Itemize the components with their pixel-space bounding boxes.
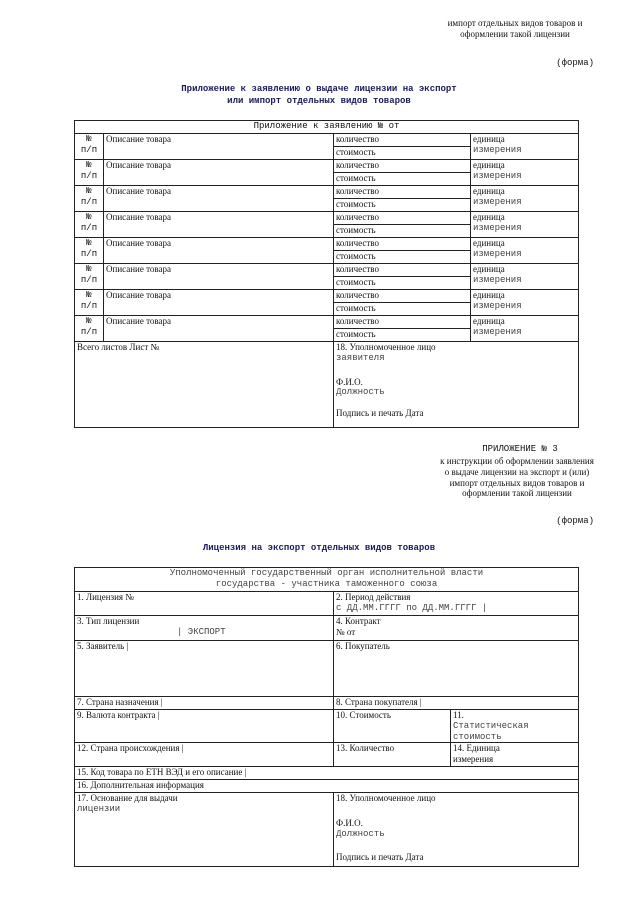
appendix-title-line1: Приложение к заявлению о выдаче лицензии на экспорт <box>181 84 457 94</box>
applicant-cell: 5. Заявитель | <box>75 641 334 697</box>
row-number-label: № <box>86 134 92 144</box>
row-number-label-2: п/п <box>80 248 98 259</box>
cost-cell: стоимость <box>334 173 471 186</box>
row-number-cell <box>75 160 104 186</box>
quantity-cell: количество <box>334 290 471 303</box>
signature-label: Подпись и печать Дата <box>336 851 424 862</box>
unit-cell <box>471 134 579 160</box>
form-label-2: (форма) <box>556 516 594 526</box>
authorized-person-label-2: заявителя <box>336 352 385 363</box>
unit-label-2: измерения <box>453 754 494 765</box>
header-line: импорт отдельных видов товаров и <box>447 18 583 28</box>
row-number-cell <box>75 238 104 264</box>
quantity-cell: количество <box>334 238 471 251</box>
sheets-count-cell: Всего листов Лист № <box>75 342 334 428</box>
header-line: оформлении такой лицензии <box>460 28 570 39</box>
unit-label-2: измерения <box>473 326 522 337</box>
authorized-person-label: 18. Уполномоченное лицо <box>336 793 436 804</box>
row-number-label: № <box>86 160 92 170</box>
position-label: Должность <box>336 387 385 398</box>
row-number-label-2: п/п <box>80 144 98 155</box>
row-number-label: № <box>86 238 92 248</box>
row-number-label-2: п/п <box>80 300 98 311</box>
header-line: импорт отдельных видов товаров и <box>449 477 585 488</box>
cost-cell: стоимость <box>334 225 471 238</box>
contract-currency-cell: 9. Валюта контракта | <box>75 710 334 743</box>
unit-cell <box>471 186 579 212</box>
row-number-label-2: п/п <box>80 196 98 207</box>
row-number-cell <box>75 316 104 342</box>
quantity-cell: количество <box>334 316 471 329</box>
unit-label: единица <box>473 186 505 196</box>
item-row <box>75 264 579 277</box>
unit-label: единица <box>473 316 505 326</box>
unit-label: единица <box>473 134 505 144</box>
appendix-table <box>74 120 579 428</box>
unit-cell <box>471 264 579 290</box>
authorized-person-label: 18. Уполномоченное лицо <box>336 342 436 352</box>
row-number-label-2: п/п <box>80 222 98 233</box>
description-cell: Описание товара <box>104 160 334 186</box>
row-number-cell <box>75 290 104 316</box>
quantity-cell: 13. Количество <box>334 743 451 767</box>
unit-cell <box>471 238 579 264</box>
appendix-title-line2: или импорт отдельных видов товаров <box>227 96 411 106</box>
description-cell: Описание товара <box>104 134 334 160</box>
authority-line: государства - участника таможенного союза <box>215 578 438 589</box>
origin-country-cell: 12. Страна происхождения | <box>75 743 334 767</box>
unit-label: единица <box>473 264 505 274</box>
quantity-cell: количество <box>334 160 471 173</box>
cost-cell: 10. Стоимость <box>334 710 451 743</box>
commodity-code-cell: 15. Код товара по ЕТН ВЭД и его описание | <box>75 767 579 780</box>
row-number-label: № <box>86 186 92 196</box>
form-label: (форма) <box>556 58 594 68</box>
fio-label: Ф.И.О. <box>336 376 363 387</box>
unit-label-2: измерения <box>473 222 522 233</box>
validity-period-value: с ДД.ММ.ГГГГ по ДД.ММ.ГГГГ | <box>336 602 488 613</box>
unit-label-2: измерения <box>473 274 522 285</box>
contract-label: 4. Контракт <box>336 616 381 626</box>
description-cell: Описание товара <box>104 316 334 342</box>
description-cell: Описание товара <box>104 264 334 290</box>
fio-label: Ф.И.О. <box>336 818 363 829</box>
header-line: о выдаче лицензии на экспорт и (или) <box>444 466 590 477</box>
unit-cell <box>471 212 579 238</box>
contract-cell <box>334 616 579 641</box>
item-row <box>75 160 579 173</box>
header-line: оформлении такой лицензии <box>462 488 572 499</box>
unit-label: единица <box>473 160 505 170</box>
signature-label: Подпись и печать Дата <box>336 408 424 419</box>
item-row <box>75 316 579 329</box>
authorized-person-cell <box>334 342 579 428</box>
instruction-reference <box>412 456 622 499</box>
row-number-label: № <box>86 212 92 222</box>
authority-line: Уполномоченный государственный орган исполнительной власти <box>169 568 484 578</box>
row-number-label-2: п/п <box>80 170 98 181</box>
unit-label-2: измерения <box>473 196 522 207</box>
issuance-basis-cell <box>75 793 334 867</box>
unit-label: единица <box>473 212 505 222</box>
unit-cell <box>451 743 579 767</box>
position-label: Должность <box>336 828 385 839</box>
item-row <box>75 212 579 225</box>
license-type-label: 3. Тип лицензии <box>77 616 140 626</box>
unit-label: единица <box>473 238 505 248</box>
license-table <box>74 567 579 867</box>
row-number-cell <box>75 134 104 160</box>
statistical-cost-label-3: стоимость <box>453 731 502 742</box>
row-number-label: № <box>86 264 92 274</box>
row-number-label: № <box>86 316 92 326</box>
quantity-cell: количество <box>334 186 471 199</box>
cost-cell: стоимость <box>334 329 471 342</box>
item-row <box>75 134 579 147</box>
unit-cell <box>471 316 579 342</box>
appendix-table-header: Приложение к заявлению № от <box>75 121 579 134</box>
description-cell: Описание товара <box>104 186 334 212</box>
license-authorized-person-cell <box>334 793 579 867</box>
description-cell: Описание товара <box>104 238 334 264</box>
cost-cell: стоимость <box>334 199 471 212</box>
unit-label: 14. Единица <box>453 743 500 754</box>
validity-period-cell <box>334 592 579 616</box>
additional-info-cell: 16. Дополнительная информация <box>75 780 579 793</box>
cost-cell: стоимость <box>334 251 471 264</box>
appendix-number: ПРИЛОЖЕНИЕ № 3 <box>482 444 558 454</box>
row-number-cell <box>75 264 104 290</box>
license-title: Лицензия на экспорт отдельных видов товаров <box>202 543 436 553</box>
statistical-cost-cell <box>451 710 579 743</box>
quantity-cell: количество <box>334 134 471 147</box>
quantity-cell: количество <box>334 212 471 225</box>
row-number-cell <box>75 212 104 238</box>
authority-cell <box>75 568 579 592</box>
contract-number: № от <box>336 626 356 637</box>
row-number-label-2: п/п <box>80 326 98 337</box>
cost-cell: стоимость <box>334 303 471 316</box>
row-number-label-2: п/п <box>80 274 98 285</box>
license-type-cell <box>75 616 334 641</box>
quantity-cell: количество <box>334 264 471 277</box>
item-row <box>75 290 579 303</box>
destination-country-cell: 7. Страна назначения | <box>75 697 334 710</box>
unit-label: единица <box>473 290 505 300</box>
unit-label-2: измерения <box>473 170 522 181</box>
item-row <box>75 238 579 251</box>
buyer-cell: 6. Покупатель <box>334 641 579 697</box>
statistical-cost-label-2: Статистическая <box>453 720 529 731</box>
unit-cell <box>471 160 579 186</box>
row-number-label: № <box>86 290 92 300</box>
license-number-cell: 1. Лицензия № <box>75 592 334 616</box>
validity-period-label: 2. Период действия <box>336 592 411 602</box>
row-number-cell <box>75 186 104 212</box>
issuance-basis-label-2: лицензии <box>77 804 121 815</box>
description-cell: Описание товара <box>104 212 334 238</box>
unit-cell <box>471 290 579 316</box>
issuance-basis-label: 17. Основание для выдачи <box>77 793 178 804</box>
cost-cell: стоимость <box>334 147 471 160</box>
unit-label-2: измерения <box>473 248 522 259</box>
header-continuation <box>410 18 620 40</box>
statistical-cost-label: 11. <box>453 710 464 720</box>
cost-cell: стоимость <box>334 277 471 290</box>
license-type-value: | ЭКСПОРТ <box>177 626 226 637</box>
item-row <box>75 186 579 199</box>
unit-label-2: измерения <box>473 300 522 311</box>
unit-label-2: измерения <box>473 144 522 155</box>
buyer-country-cell: 8. Страна покупателя | <box>334 697 579 710</box>
description-cell: Описание товара <box>104 290 334 316</box>
header-line: к инструкции об оформлении заявления <box>440 456 594 466</box>
